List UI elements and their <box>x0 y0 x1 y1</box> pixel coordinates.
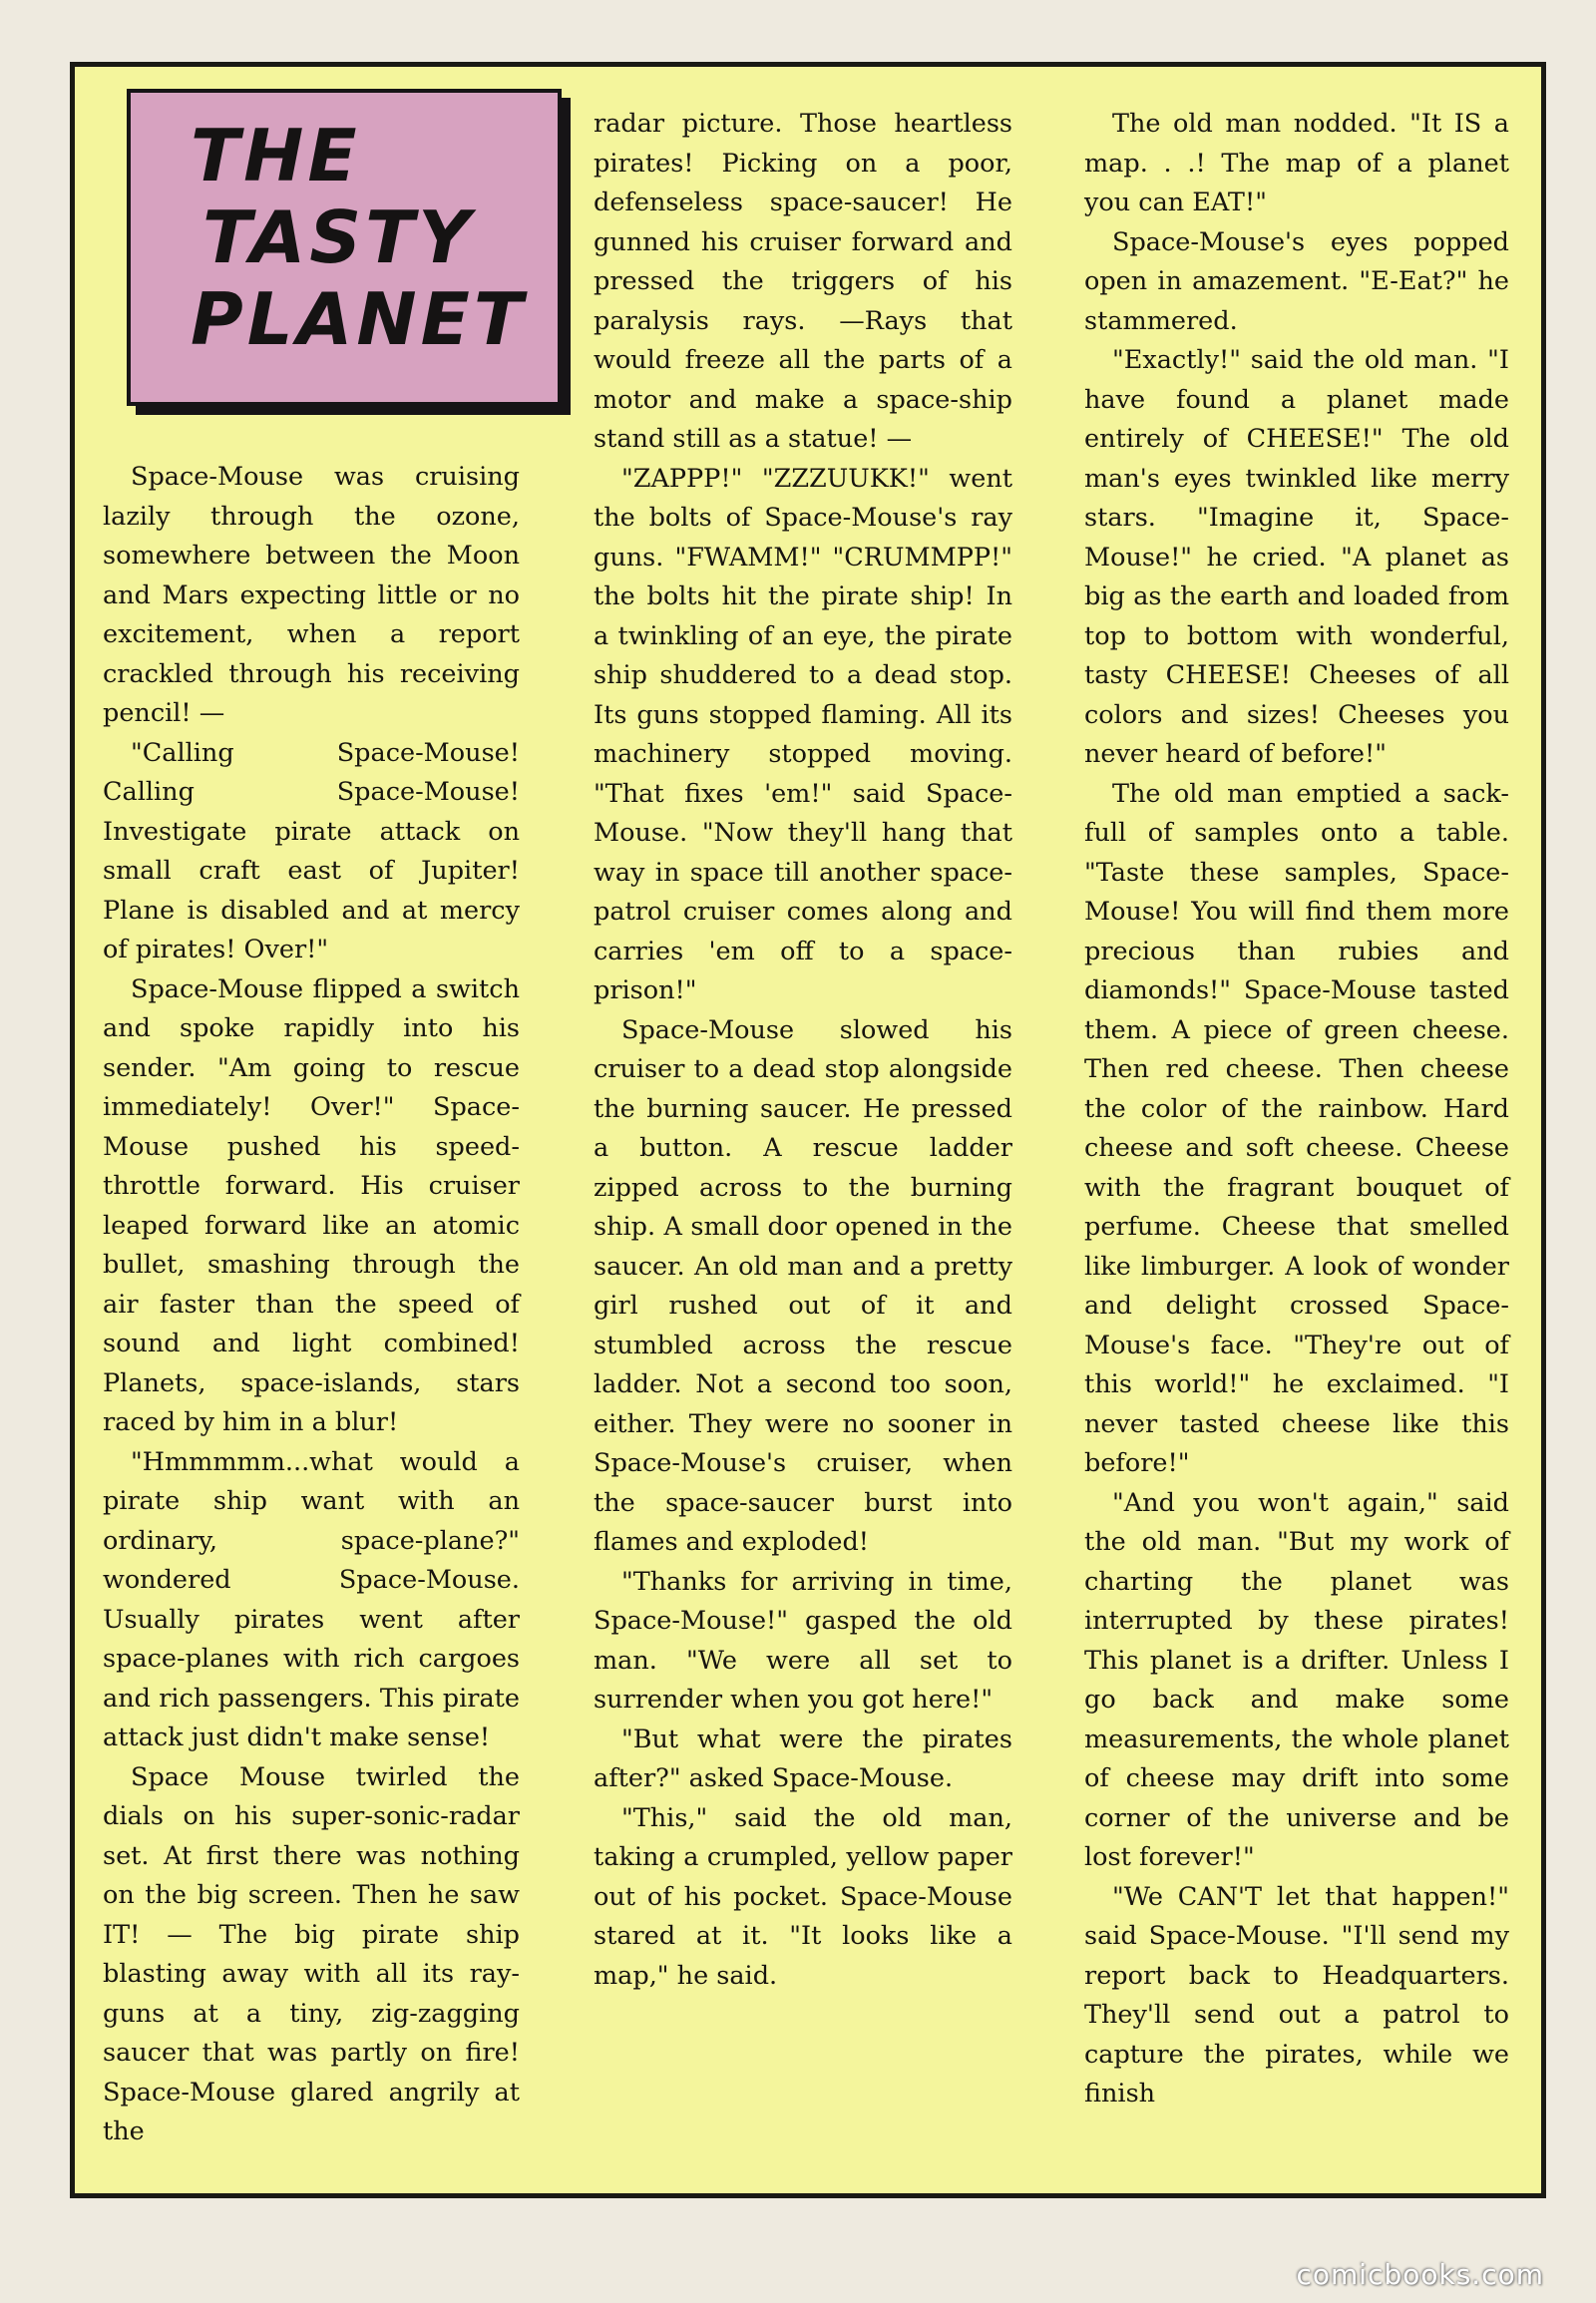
paragraph: Space-Mouse's eyes popped open in amazement. "E-Eat?" he stammered. <box>1084 226 1509 336</box>
paragraph: "We CAN'T let that happen!" said Space-Mouse. "I'll send my report back to Headquarters. They'll send out a patrol to capture the pirates, while we finish <box>1084 1881 1509 2109</box>
paragraph: "This," said the old man, taking a crumpled, yellow paper out of his pocket. Space-Mouse stared at it. "It looks like a map," he said. <box>594 1802 1012 1991</box>
text-column-2 <box>594 105 1012 1996</box>
paragraph: "Thanks for arriving in time, Space-Mouse!" gasped the old man. "We were all set to surrender when you got here!" <box>594 1566 1012 1715</box>
paragraph: "But what were the pirates after?" asked Space-Mouse. <box>594 1724 1012 1793</box>
watermark: comicbooks.com <box>1296 2258 1544 2291</box>
title-line-1: THE <box>191 114 361 197</box>
paragraph: Space-Mouse slowed his cruiser to a dead stop alongside the burning saucer. He pressed a button. A rescue ladder zipped across to the burning ship. A small door opened in the saucer. An old man and a pretty girl rushed out of it and stumbled across the rescue ladder. Not a second too soon, either. They were no sooner in Space-Mouse's cruiser, when the space-saucer burst into flames and exploded! <box>594 1014 1012 1557</box>
title-line-3: PLANET <box>191 277 527 361</box>
paragraph: Space-Mouse was cruising lazily through the ozone, somewhere between the Moon and Mars expecting little or no excitement, when a report crackled through his receiving pencil! — <box>103 462 520 728</box>
paragraph: The old man nodded. "It IS a map. . .! The map of a planet you can EAT!" <box>1084 109 1509 217</box>
story-panel <box>70 62 1546 2198</box>
paragraph: The old man emptied a sack-full of samples onto a table. "Taste these samples, Space-Mouse! You will find them more precious than rubies and diamonds!" Space-Mouse tasted them. A piece of green cheese. Then red cheese. Then cheese the color of the rainbow. Hard cheese and soft cheese. Cheese with the fragrant bouquet of perfume. Cheese that smelled like limburger. A look of wonder and delight crossed Space-Mouse's face. "They're out of this world!" he exclaimed. "I never tasted cheese like this before!" <box>1084 778 1509 1478</box>
paragraph: radar picture. Those heartless pirates! Picking on a poor, defenseless space-saucer! He gunned his cruiser forward and pressed the triggers of his paralysis rays. —Rays that would freeze all the parts of a motor and make a space-ship stand still as a statue! — <box>594 109 1012 454</box>
text-column-1 <box>103 458 520 2152</box>
paragraph: "And you won't again," said the old man. "But my work of charting the planet was interrupted by these pirates! This planet is a drifter. Unless I go back and make some measurements, the whole planet of cheese may drift into some corner of the universe and be lost forever!" <box>1084 1487 1509 1872</box>
paragraph: "Exactly!" said the old man. "I have found a planet made entirely of CHEESE!" The old man's eyes twinkled like merry stars. "Imagine it, Space-Mouse!" he cried. "A planet as big as the earth and loaded from top to bottom with wonderful, tasty CHEESE! Cheeses of all colors and sizes! Cheeses you never heard of before!" <box>1084 345 1509 769</box>
title-box <box>127 89 562 406</box>
paragraph: "Calling Space-Mouse! Calling Space-Mouse! Investigate pirate attack on small craft east of Jupiter! Plane is disabled and at mercy of pirates! Over!" <box>103 737 520 964</box>
paragraph: Space-Mouse flipped a switch and spoke rapidly into his sender. "Am going to rescue immediately! Over!" Space-Mouse pushed his speed-throttle forward. His cruiser leaped forward like an atomic bullet, smashing through the air faster than the speed of sound and light combined! Planets, space-islands, stars raced by him in a blur! <box>103 973 520 1437</box>
title-line-2: TASTY <box>202 195 475 279</box>
paragraph: "ZAPPP!" "ZZZUUKK!" went the bolts of Space-Mouse's ray guns. "FWAMM!" "CRUMMPP!" the bolts hit the pirate ship! In a twinkling of an eye, the pirate ship shuddered to a dead stop. Its guns stopped flaming. All its machinery stopped moving. "That fixes 'em!" said Space-Mouse. "Now they'll hang that way in space till another space-patrol cruiser comes along and carries 'em off to a space-prison!" <box>594 463 1012 1005</box>
paragraph: Space Mouse twirled the dials on his super-sonic-radar set. At first there was nothing on the big screen. Then he saw IT! — The big pirate ship blasting away with all its ray-guns at a tiny, zig-zagging saucer that was partly on fire! Space-Mouse glared angrily at the <box>103 1761 520 2146</box>
text-column-3 <box>1084 105 1509 2114</box>
paragraph: "Hmmmmm...what would a pirate ship want with an ordinary, space-plane?" wondered Space-Mouse. Usually pirates went after space-planes with rich cargoes and rich passengers. This pirate attack just didn't make sense! <box>103 1446 520 1752</box>
